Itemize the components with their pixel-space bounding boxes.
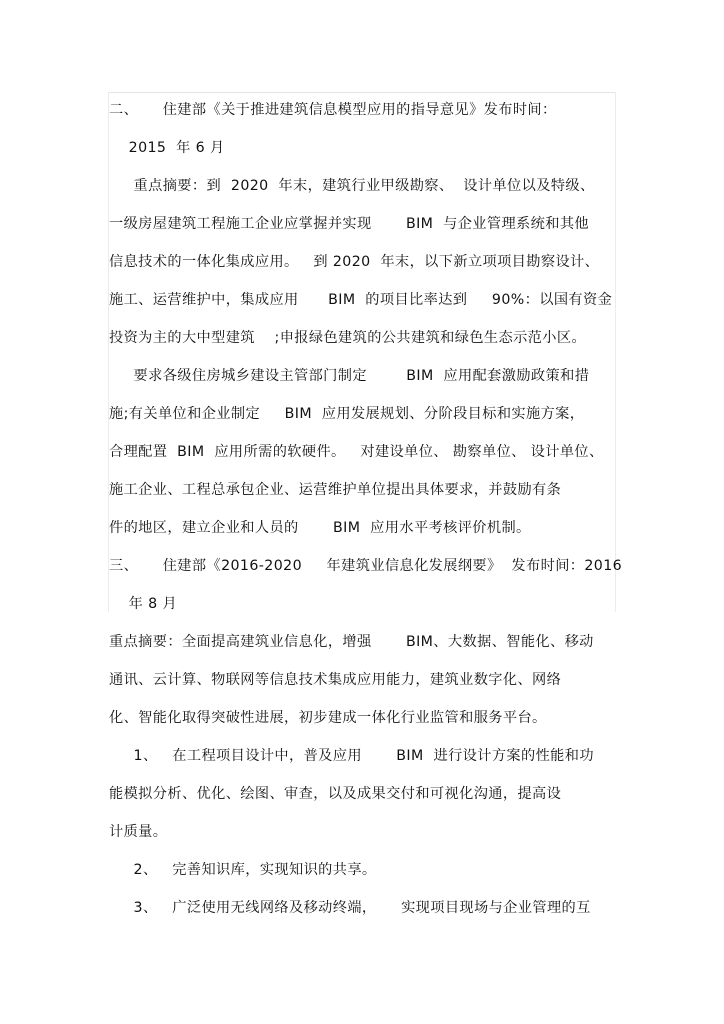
text-line: 重点摘要：全面提高建筑业信息化，增强 BIM、大数据、智能化、移动 [109, 634, 594, 650]
page-border-right [615, 92, 616, 612]
section-date-3: 年 8 月 [109, 596, 178, 612]
text-line: 能模拟分析、优化、绘图、审查，以及成果交付和可视化沟通，提高设 [109, 786, 562, 802]
text-line: 投资为主的大中型建筑 ;申报绿色建筑的公共建筑和绿色生态示范小区。 [109, 330, 587, 346]
list-item-2: 2、 完善知识库，实现知识的共享。 [109, 862, 377, 878]
text-line: 一级房屋建筑工程施工企业应掌握并实现 BIM 与企业管理系统和其他 [109, 216, 589, 232]
section-heading-3: 三、 住建部《2016-2020 年建筑业信息化发展纲要》 发布时间：2016 [109, 558, 623, 574]
page-border-top [108, 92, 616, 93]
text-line: 合理配置 BIM 应用所需的软硬件。 对建设单位、 勘察单位、 设计单位、 [109, 444, 604, 460]
text-line: 施;有关单位和企业制定 BIM 应用发展规划、分阶段目标和实施方案， [109, 406, 585, 422]
text-line: 信息技术的一体化集成应用。 到 2020 年末，以下新立项项目勘察设计、 [109, 254, 600, 270]
text-line: 施工、运营维护中，集成应用 BIM 的项目比率达到 90%：以国有资金 [109, 292, 613, 308]
text-line: 通讯、云计算、物联网等信息技术集成应用能力，建筑业数字化、网络 [109, 672, 562, 688]
text-line: 件的地区，建立企业和人员的 BIM 应用水平考核评价机制。 [109, 520, 531, 536]
section-heading-2: 二、 住建部《关于推进建筑信息模型应用的指导意见》发布时间： [109, 102, 557, 118]
list-item-3: 3、 广泛使用无线网络及移动终端， 实现项目现场与企业管理的互 [109, 900, 591, 916]
text-line: 化、智能化取得突破性进展，初步建成一体化行业监管和服务平台。 [109, 710, 547, 726]
text-line: 施工企业、工程总承包企业、运营维护单位提出具体要求，并鼓励有条 [109, 482, 562, 498]
text-line: 计质量。 [109, 824, 168, 840]
section-date-2: 2015 年 6 月 [109, 140, 225, 156]
text-line: 要求各级住房城乡建设主管部门制定 BIM 应用配套激励政策和措 [109, 368, 590, 384]
text-line: 重点摘要：到 2020 年末，建筑行业甲级勘察、 设计单位以及特级、 [109, 178, 595, 194]
list-item-1: 1、 在工程项目设计中，普及应用 BIM 进行设计方案的性能和功 [109, 748, 594, 764]
